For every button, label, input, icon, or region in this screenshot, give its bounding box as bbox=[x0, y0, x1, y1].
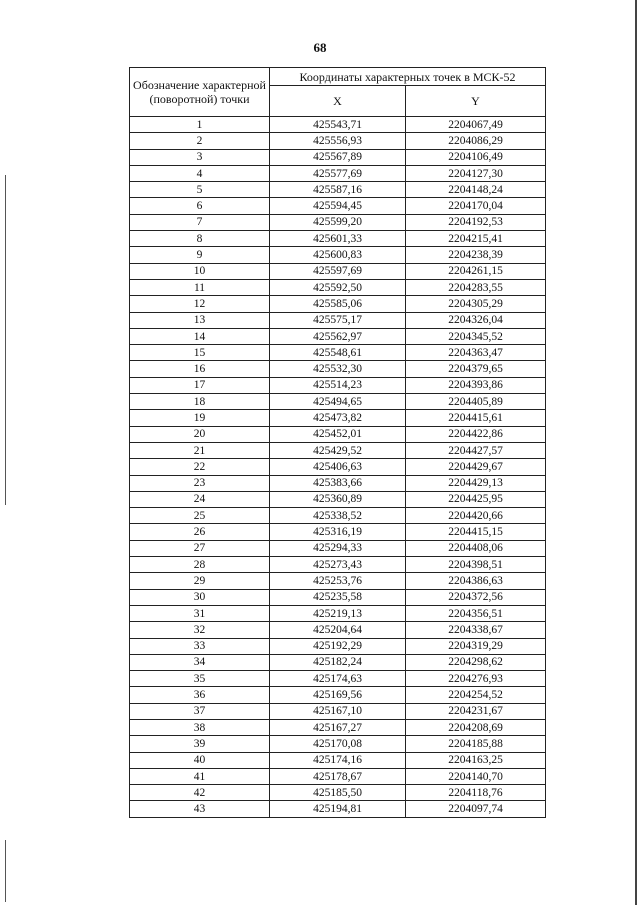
y-coordinate-cell: 2204192,53 bbox=[406, 214, 546, 230]
point-number-cell: 24 bbox=[130, 491, 270, 507]
y-coordinate-cell: 2204261,15 bbox=[406, 263, 546, 279]
y-coordinate-cell: 2204429,67 bbox=[406, 459, 546, 475]
point-number-cell: 23 bbox=[130, 475, 270, 491]
header-y: Y bbox=[406, 86, 546, 117]
table-row bbox=[130, 361, 546, 377]
point-number-cell: 11 bbox=[130, 279, 270, 295]
table-row bbox=[130, 345, 546, 361]
y-coordinate-cell: 2204429,13 bbox=[406, 475, 546, 491]
y-coordinate-cell: 2204415,15 bbox=[406, 524, 546, 540]
y-coordinate-cell: 2204215,41 bbox=[406, 231, 546, 247]
y-coordinate-cell: 2204398,51 bbox=[406, 557, 546, 573]
x-coordinate-cell: 425592,50 bbox=[270, 279, 406, 295]
point-number-cell: 21 bbox=[130, 442, 270, 458]
table-body bbox=[130, 117, 546, 818]
y-coordinate-cell: 2204231,67 bbox=[406, 703, 546, 719]
table-row bbox=[130, 296, 546, 312]
x-coordinate-cell: 425174,16 bbox=[270, 752, 406, 768]
y-coordinate-cell: 2204372,56 bbox=[406, 589, 546, 605]
x-coordinate-cell: 425543,71 bbox=[270, 117, 406, 133]
point-number-cell: 28 bbox=[130, 557, 270, 573]
y-coordinate-cell: 2204319,29 bbox=[406, 638, 546, 654]
point-number-cell: 2 bbox=[130, 133, 270, 149]
y-coordinate-cell: 2204326,04 bbox=[406, 312, 546, 328]
table-row bbox=[130, 214, 546, 230]
x-coordinate-cell: 425494,65 bbox=[270, 394, 406, 410]
y-coordinate-cell: 2204427,57 bbox=[406, 442, 546, 458]
y-coordinate-cell: 2204386,63 bbox=[406, 573, 546, 589]
y-coordinate-cell: 2204338,67 bbox=[406, 622, 546, 638]
table-row bbox=[130, 768, 546, 784]
x-coordinate-cell: 425575,17 bbox=[270, 312, 406, 328]
table-row bbox=[130, 442, 546, 458]
x-coordinate-cell: 425316,19 bbox=[270, 524, 406, 540]
table-row bbox=[130, 459, 546, 475]
x-coordinate-cell: 425204,64 bbox=[270, 622, 406, 638]
table-row bbox=[130, 524, 546, 540]
y-coordinate-cell: 2204067,49 bbox=[406, 117, 546, 133]
y-coordinate-cell: 2204298,62 bbox=[406, 654, 546, 670]
point-number-cell: 8 bbox=[130, 231, 270, 247]
point-number-cell: 35 bbox=[130, 671, 270, 687]
table-row bbox=[130, 589, 546, 605]
table-row bbox=[130, 491, 546, 507]
table-row bbox=[130, 247, 546, 263]
point-number-cell: 38 bbox=[130, 719, 270, 735]
x-coordinate-cell: 425577,69 bbox=[270, 165, 406, 181]
table-row bbox=[130, 508, 546, 524]
x-coordinate-cell: 425178,67 bbox=[270, 768, 406, 784]
x-coordinate-cell: 425294,33 bbox=[270, 540, 406, 556]
x-coordinate-cell: 425532,30 bbox=[270, 361, 406, 377]
point-number-cell: 36 bbox=[130, 687, 270, 703]
table-row bbox=[130, 703, 546, 719]
header-point-designation: Обозначение характерной (поворотной) точки bbox=[130, 68, 270, 117]
page-number: 68 bbox=[313, 40, 327, 55]
point-number-cell: 18 bbox=[130, 394, 270, 410]
point-number-cell: 22 bbox=[130, 459, 270, 475]
y-coordinate-cell: 2204140,70 bbox=[406, 768, 546, 784]
x-coordinate-cell: 425406,63 bbox=[270, 459, 406, 475]
scan-margin-line bbox=[5, 840, 6, 902]
y-coordinate-cell: 2204305,29 bbox=[406, 296, 546, 312]
y-coordinate-cell: 2204363,47 bbox=[406, 345, 546, 361]
x-coordinate-cell: 425567,89 bbox=[270, 149, 406, 165]
y-coordinate-cell: 2204148,24 bbox=[406, 182, 546, 198]
x-coordinate-cell: 425383,66 bbox=[270, 475, 406, 491]
point-number-cell: 26 bbox=[130, 524, 270, 540]
table-row bbox=[130, 719, 546, 735]
table-row bbox=[130, 573, 546, 589]
x-coordinate-cell: 425192,29 bbox=[270, 638, 406, 654]
x-coordinate-cell: 425219,13 bbox=[270, 605, 406, 621]
table-row bbox=[130, 394, 546, 410]
point-number-cell: 29 bbox=[130, 573, 270, 589]
table-row bbox=[130, 133, 546, 149]
point-number-cell: 6 bbox=[130, 198, 270, 214]
y-coordinate-cell: 2204185,88 bbox=[406, 736, 546, 752]
point-number-cell: 27 bbox=[130, 540, 270, 556]
point-number-cell: 12 bbox=[130, 296, 270, 312]
x-coordinate-cell: 425587,16 bbox=[270, 182, 406, 198]
x-coordinate-cell: 425253,76 bbox=[270, 573, 406, 589]
y-coordinate-cell: 2204405,89 bbox=[406, 394, 546, 410]
y-coordinate-cell: 2204163,25 bbox=[406, 752, 546, 768]
x-coordinate-cell: 425600,83 bbox=[270, 247, 406, 263]
point-number-cell: 17 bbox=[130, 377, 270, 393]
table-row bbox=[130, 117, 546, 133]
scan-edge-line bbox=[635, 0, 637, 905]
y-coordinate-cell: 2204408,06 bbox=[406, 540, 546, 556]
table-row bbox=[130, 377, 546, 393]
x-coordinate-cell: 425597,69 bbox=[270, 263, 406, 279]
x-coordinate-cell: 425167,10 bbox=[270, 703, 406, 719]
table-row bbox=[130, 279, 546, 295]
point-number-cell: 4 bbox=[130, 165, 270, 181]
y-coordinate-cell: 2204415,61 bbox=[406, 410, 546, 426]
x-coordinate-cell: 425338,52 bbox=[270, 508, 406, 524]
y-coordinate-cell: 2204425,95 bbox=[406, 491, 546, 507]
table-row bbox=[130, 752, 546, 768]
x-coordinate-cell: 425601,33 bbox=[270, 231, 406, 247]
table-row bbox=[130, 312, 546, 328]
point-number-cell: 9 bbox=[130, 247, 270, 263]
point-number-cell: 43 bbox=[130, 801, 270, 817]
point-number-cell: 33 bbox=[130, 638, 270, 654]
table-row bbox=[130, 231, 546, 247]
x-coordinate-cell: 425182,24 bbox=[270, 654, 406, 670]
y-coordinate-cell: 2204238,39 bbox=[406, 247, 546, 263]
point-number-cell: 3 bbox=[130, 149, 270, 165]
point-number-cell: 20 bbox=[130, 426, 270, 442]
point-number-cell: 7 bbox=[130, 214, 270, 230]
table-row bbox=[130, 475, 546, 491]
point-number-cell: 13 bbox=[130, 312, 270, 328]
x-coordinate-cell: 425360,89 bbox=[270, 491, 406, 507]
table-row bbox=[130, 557, 546, 573]
y-coordinate-cell: 2204283,55 bbox=[406, 279, 546, 295]
y-coordinate-cell: 2204208,69 bbox=[406, 719, 546, 735]
x-coordinate-cell: 425548,61 bbox=[270, 345, 406, 361]
point-number-cell: 25 bbox=[130, 508, 270, 524]
y-coordinate-cell: 2204254,52 bbox=[406, 687, 546, 703]
header-x: X bbox=[270, 86, 406, 117]
x-coordinate-cell: 425235,58 bbox=[270, 589, 406, 605]
y-coordinate-cell: 2204097,74 bbox=[406, 801, 546, 817]
y-coordinate-cell: 2204393,86 bbox=[406, 377, 546, 393]
table-row bbox=[130, 165, 546, 181]
y-coordinate-cell: 2204420,66 bbox=[406, 508, 546, 524]
point-number-cell: 19 bbox=[130, 410, 270, 426]
x-coordinate-cell: 425167,27 bbox=[270, 719, 406, 735]
table-row bbox=[130, 540, 546, 556]
table-row bbox=[130, 149, 546, 165]
y-coordinate-cell: 2204170,04 bbox=[406, 198, 546, 214]
table-row bbox=[130, 736, 546, 752]
x-coordinate-cell: 425599,20 bbox=[270, 214, 406, 230]
x-coordinate-cell: 425273,43 bbox=[270, 557, 406, 573]
x-coordinate-cell: 425170,08 bbox=[270, 736, 406, 752]
x-coordinate-cell: 425169,56 bbox=[270, 687, 406, 703]
table-row bbox=[130, 622, 546, 638]
table-row bbox=[130, 785, 546, 801]
x-coordinate-cell: 425594,45 bbox=[270, 198, 406, 214]
point-number-cell: 39 bbox=[130, 736, 270, 752]
point-number-cell: 41 bbox=[130, 768, 270, 784]
x-coordinate-cell: 425174,63 bbox=[270, 671, 406, 687]
y-coordinate-cell: 2204356,51 bbox=[406, 605, 546, 621]
x-coordinate-cell: 425556,93 bbox=[270, 133, 406, 149]
header-coordinates-group: Координаты характерных точек в МСК-52 bbox=[270, 68, 546, 86]
point-number-cell: 40 bbox=[130, 752, 270, 768]
coordinates-table bbox=[129, 67, 546, 818]
table-row bbox=[130, 801, 546, 817]
table-row bbox=[130, 198, 546, 214]
x-coordinate-cell: 425473,82 bbox=[270, 410, 406, 426]
x-coordinate-cell: 425185,50 bbox=[270, 785, 406, 801]
point-number-cell: 31 bbox=[130, 605, 270, 621]
point-number-cell: 14 bbox=[130, 328, 270, 344]
table-row bbox=[130, 263, 546, 279]
x-coordinate-cell: 425585,06 bbox=[270, 296, 406, 312]
y-coordinate-cell: 2204127,30 bbox=[406, 165, 546, 181]
x-coordinate-cell: 425452,01 bbox=[270, 426, 406, 442]
point-number-cell: 30 bbox=[130, 589, 270, 605]
table-row bbox=[130, 410, 546, 426]
y-coordinate-cell: 2204345,52 bbox=[406, 328, 546, 344]
y-coordinate-cell: 2204106,49 bbox=[406, 149, 546, 165]
table-row bbox=[130, 328, 546, 344]
table-row bbox=[130, 605, 546, 621]
table-row bbox=[130, 687, 546, 703]
y-coordinate-cell: 2204086,29 bbox=[406, 133, 546, 149]
point-number-cell: 37 bbox=[130, 703, 270, 719]
point-number-cell: 16 bbox=[130, 361, 270, 377]
x-coordinate-cell: 425429,52 bbox=[270, 442, 406, 458]
point-number-cell: 15 bbox=[130, 345, 270, 361]
point-number-cell: 10 bbox=[130, 263, 270, 279]
point-number-cell: 5 bbox=[130, 182, 270, 198]
table-row bbox=[130, 182, 546, 198]
scan-margin-line bbox=[5, 175, 6, 505]
point-number-cell: 34 bbox=[130, 654, 270, 670]
table-row bbox=[130, 638, 546, 654]
y-coordinate-cell: 2204118,76 bbox=[406, 785, 546, 801]
y-coordinate-cell: 2204379,65 bbox=[406, 361, 546, 377]
x-coordinate-cell: 425562,97 bbox=[270, 328, 406, 344]
table-row bbox=[130, 426, 546, 442]
table-row bbox=[130, 671, 546, 687]
x-coordinate-cell: 425514,23 bbox=[270, 377, 406, 393]
y-coordinate-cell: 2204422,86 bbox=[406, 426, 546, 442]
point-number-cell: 42 bbox=[130, 785, 270, 801]
y-coordinate-cell: 2204276,93 bbox=[406, 671, 546, 687]
x-coordinate-cell: 425194,81 bbox=[270, 801, 406, 817]
point-number-cell: 32 bbox=[130, 622, 270, 638]
table-row bbox=[130, 654, 546, 670]
point-number-cell: 1 bbox=[130, 117, 270, 133]
